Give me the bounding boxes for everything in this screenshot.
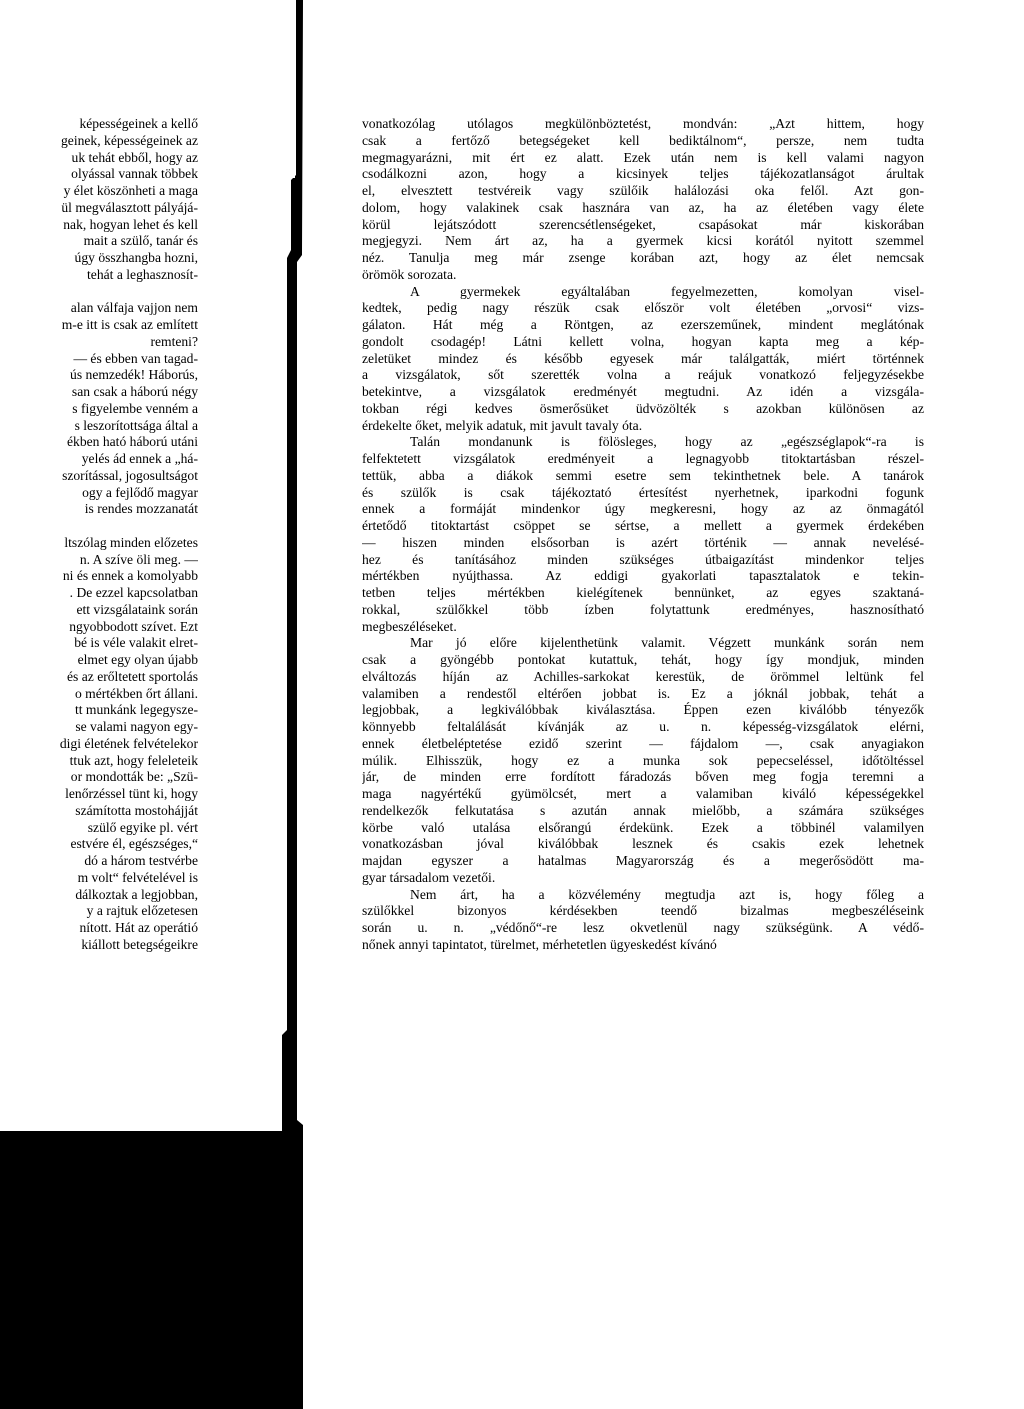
right-column-line: legjobbak, a legkiválóbbak kiválasztása. Éppen ezen kiválóbb tényezők [362, 702, 924, 718]
right-column-line: maga nagyértékű gyümölcsét, mert a valamiban kiváló képességekkel [362, 786, 924, 801]
right-column-line: jár, de minden erre fordított fáradozás bőven meg fogja teremni a [362, 769, 924, 785]
right-column-line: Nem árt, ha a közvélemény megtudja azt is, hogy főleg a [410, 886, 924, 902]
left-column-line: képességeinek a kellő [79, 116, 198, 131]
right-column-line: értetődő titoktartást csöppet se sértse, a mellett a gyermek érdekében [362, 518, 924, 533]
left-column-line: bé is véle valakit elret- [74, 635, 198, 651]
right-column-line: zeletüket mindez és később egyesek már találgatták, miért történnek [362, 350, 924, 366]
left-column-line: m-e itt is csak az említett [61, 317, 198, 332]
right-column-line: Mar jó előre kijelenthetünk valamit. Végzett munkánk során nem [410, 635, 924, 651]
right-column-line: megbeszéléseket. [362, 618, 457, 634]
left-column-line: s leszorítottsága által a [74, 417, 198, 433]
left-column-line: ogy a fejlődő magyar [82, 484, 198, 500]
right-page-text [362, 116, 924, 954]
left-column-line [0, 284, 198, 301]
left-column-line: lenőrzéssel tünt ki, hogy [65, 786, 198, 801]
left-column-line: ni és ennek a komolyabb [62, 568, 198, 584]
left-column-line: or mondották be: „Szü- [70, 769, 198, 785]
right-column-line: — hiszen minden elsősorban is azért történik — annak nevelésé- [362, 534, 924, 550]
left-page-text [0, 116, 198, 954]
left-column-line: remteni? [150, 333, 198, 349]
right-column-line: vonatkozásban jóval kiválóbbak lesznek és csakis ezek lehetnek [362, 836, 924, 852]
right-column-line: során u. n. „védőnő“-re lesz okvetlenül nagy szükségünk. A védő- [362, 920, 924, 935]
left-column-line: is rendes mozzanatát [84, 501, 198, 517]
left-column-line: elmet egy olyan újabb [77, 652, 198, 667]
left-column-line: ékben ható háború utáni [67, 434, 198, 450]
left-column-line: tehát a leghasznosít- [87, 266, 198, 282]
right-column-line: dolom, hogy valakinek csak hasznára van az, ha az életében vagy élete [362, 199, 924, 215]
right-column-line: csak a gyöngébb pontokat kutattuk, tehát, hogy így mondjuk, minden [362, 652, 924, 667]
left-column-line: san csak a háború négy [71, 384, 198, 399]
left-column-line: szülő egyike pl. vért [87, 819, 198, 835]
left-column-line: ús nemzedék! Háborús, [70, 367, 198, 383]
right-column-line: hez és tanításához minden szükséges útbaigazítást mindenkor teljes [362, 551, 924, 567]
left-column-line: uk tehát ebből, hogy az [71, 149, 198, 165]
right-column-line: tetben teljes mértékben kielégítenek bennünket, az egyes szaktaná- [362, 585, 924, 600]
right-column-line: néz. Tanulja meg már zsenge korában azt, hogy az élet nemcsak [362, 250, 924, 265]
right-column-line: felfektetett vizsgálatok eredményeit a legnagyobb titoktartásban részel- [362, 451, 924, 466]
right-column-line: csak a fertőző betegségeket kell bediktálnom“, persze, nem tudta [362, 132, 924, 148]
right-column-line: megmagyarázni, mit ért ez alatt. Ezek után nem is kell valami nagyon [362, 149, 924, 165]
left-column-line: úgy összhangba hozni, [74, 250, 198, 265]
left-column-line: m volt“ felvételével is [77, 869, 198, 885]
right-column-line: rokkal, szülőkkel több ízben folytattunk eredményes, hasznosítható [362, 601, 924, 617]
left-column-line [0, 518, 198, 535]
left-column-line: dó a három testvérbe [84, 853, 198, 868]
left-column-line: mait a szülő, tanár és [83, 233, 198, 249]
right-column-line: nőnek annyi tapintatot, türelmet, mérhetetlen ügyeskedést kívánó [362, 936, 717, 952]
left-column-line: dálkoztak a legjobban, [75, 886, 198, 902]
left-column-line: kiállott betegségeikre [81, 936, 198, 952]
left-column-line: ttuk azt, hogy feleleteik [69, 752, 198, 768]
right-column-line: rendelkezők felkutatása s azután annak mielőbb, a számára szükséges [362, 802, 924, 818]
right-column-line: gyar társadalom vezetői. [362, 869, 496, 885]
right-column-line: ennek a formáját mindenkor úgy megkeresni, hogy az az önmagától [362, 501, 924, 517]
left-column-line: szorítással, jogosultságot [62, 467, 198, 483]
left-column-line: ett vizsgálataink során [76, 601, 198, 617]
left-column-line: n. A szíve öli meg. — [79, 551, 198, 567]
right-column-line: érdekelte őket, melyik adatuk, mit javult tavaly óta. [362, 417, 643, 433]
left-column-line: s figyelembe venném a [72, 400, 198, 416]
left-column-line: . De ezzel kapcsolatban [69, 585, 198, 600]
right-column-line: tokban régi kedves ösmerősüket üdvözölték s azokban különösen az [362, 400, 924, 416]
left-column-line: estvére él, egészséges,“ [70, 836, 198, 852]
left-column-line: yelés ád ennek a „há- [81, 451, 198, 466]
left-column-line: — és ebben van tagad- [73, 350, 198, 366]
right-column-line: vonatkozólag utólagos megkülönböztetést, mondván: „Azt hittem, hogy [362, 116, 924, 131]
right-column-line: csodálkozni azon, hogy a kicsinyek teljes tájékozatlanságot árultak [362, 166, 924, 182]
left-column-line: alan válfaja vajjon nem [70, 300, 198, 316]
right-column-line: ennek életbeléptetése ezidő szerint — fájdalom —, csak anyagiakon [362, 735, 924, 751]
left-column-line: ltszólag minden előzetes [64, 534, 198, 550]
left-column-line: se valami nagyon egy- [75, 719, 198, 734]
right-column-line: gondolt csodagép! Látni kellett volna, hogyan kapta meg a kép- [362, 333, 924, 349]
right-column-line: könnyebb feltalálását kívánják az u. n. képesség-vizsgálatok elérni, [362, 719, 924, 734]
left-column-line: ül megválasztott pályájá- [61, 199, 198, 215]
left-column-line: ngyobbodott szívet. Ezt [69, 618, 198, 634]
right-column-line: A gyermekek egyáltalában fegyelmezetten, komolyan visel- [410, 283, 924, 299]
right-column-line: körbe való utalása elsőrangú érdekünk. Ezek a többinél valamilyen [362, 819, 924, 835]
right-column-line: mértékben nyújthassa. Az eddigi gyakorlati tapasztalatok e tekin- [362, 568, 924, 584]
right-column-line: valamiben a rendestől eltérően jobbat is. Ez a jóknál jobbak, tehát a [362, 685, 924, 701]
left-column-line: geinek, képességeinek az [60, 132, 198, 148]
left-column-line: y élet köszönheti a maga [63, 183, 198, 198]
left-column-line: olyással vannak többek [71, 166, 198, 182]
gutter-highlight [291, 18, 295, 178]
right-column-line: tettük, abba a diákok semmi esetre sem tekinthetnek bele. A tanárok [362, 467, 924, 483]
right-column-line: szülőkkel bizonyos kérdésekben teendő bizalmas megbeszéléseink [362, 903, 924, 919]
right-column-line: el, elvesztett testvéreik vagy szülőik halálozási oka felől. Azt gon- [362, 183, 924, 198]
right-column-line: múlik. Elhisszük, hogy ez a munka sok pepecseléssel, időtöltéssel [362, 752, 924, 768]
left-column-line: o mértékben őrt állani. [74, 685, 198, 701]
right-column-line: és szülők is csak tájékoztató értesítést nyerhetnek, iparkodni fogunk [362, 484, 924, 500]
right-column-line: a vizsgálatok, sőt szerették volna a reájuk vonatkozó feljegyzésekbe [362, 367, 924, 383]
left-column-line: digi életének felvételekor [59, 735, 198, 751]
left-column-line: y a rajtuk előzetesen [86, 903, 198, 919]
left-column-line: nított. Hát az operátió [79, 920, 198, 935]
right-column-line: betekintve, a vizsgálatok eredményét megtudni. Az idén a vizsgála- [362, 384, 924, 399]
right-column-line: megjegyzi. Nem árt az, ha a gyermek kicsi korától nyitott szemmel [362, 233, 924, 249]
left-column-line: nak, hogyan lehet és kell [63, 216, 198, 232]
left-column-line: tt munkánk legegysze- [74, 702, 198, 718]
right-column-line: örömök sorozata. [362, 266, 457, 282]
right-column-line: gálaton. Hát még a Röntgen, az ezerszeműnek, mindent meglátónak [362, 317, 924, 332]
right-column-line: körül lejátszódott szerencsétlenségeket, csapásokat már kiskorában [362, 216, 924, 232]
left-column-line: és az erőltetett sportolás [67, 668, 198, 684]
right-column-line: kedtek, pedig nagy részük csak először volt életében „orvosi“ vizs- [362, 300, 924, 316]
right-column-line: elváltozás híján az Achilles-sarkokat kerestük, de örömmel leltünk fel [362, 668, 924, 684]
right-column-line: majdan egyszer a hatalmas Magyarország és a megerősödött ma- [362, 853, 924, 868]
right-column-line: Talán mondanunk is fölösleges, hogy az „egészséglapok“-ra is [410, 434, 924, 450]
left-column-line: számította mostohájját [75, 802, 198, 818]
